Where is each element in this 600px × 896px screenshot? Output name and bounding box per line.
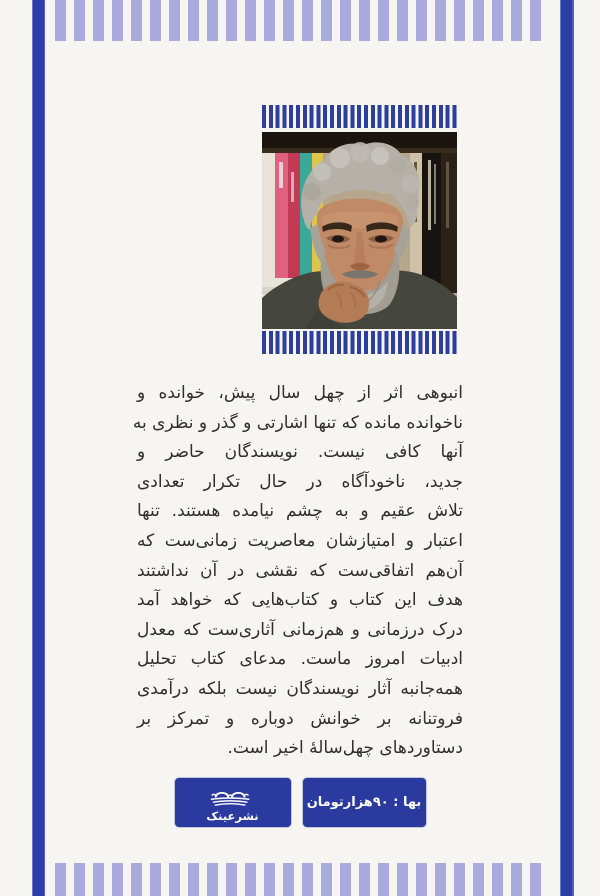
film-strip-bottom — [262, 331, 457, 354]
author-portrait-photo — [262, 132, 457, 329]
text-line: دستاوردهای چهل‌سالهٔ اخیر است. — [227, 738, 463, 759]
publisher-badge — [175, 778, 291, 827]
price-label: بها : ۹۰هزارتومان — [306, 795, 422, 810]
text-line: اعتبار و امتیازشان معاصریت زمانی‌ست که — [137, 530, 463, 551]
eyeglasses-book-logo-icon — [206, 785, 260, 810]
footer-badges — [0, 778, 600, 827]
text-line: همه‌جانبه آثار نویسندگان نیست بلکه درآمدی — [137, 678, 463, 699]
author-photo-block — [262, 105, 457, 354]
text-line: تلاش عقیم و به چشم نیامده هستند. تنها — [137, 501, 463, 522]
text-line: ناخوانده مانده که تنها اشارتی و گذر و نظری به — [132, 412, 463, 433]
text-line: ادبیات امروز ماست. مدعای کتاب تحلیل — [137, 649, 463, 670]
text-line: جدید، ناخودآگاه در حال تکرار تعدادی — [137, 471, 463, 492]
text-line: هدف این کتاب و کتاب‌هایی که خواهد آمد — [137, 590, 463, 611]
publisher-name: نشرعینک — [206, 809, 259, 824]
price-badge — [303, 778, 426, 827]
left-border-bar — [32, 0, 45, 896]
right-border-bar — [560, 0, 574, 896]
text-line: درک درزمانی و هم‌زمانی آثاری‌ست که معدل — [137, 619, 463, 640]
bottom-stripe-band — [55, 863, 545, 896]
text-line: فروتنانه بر خوانش دوباره و تمرکز بر — [137, 708, 463, 729]
film-strip-top — [262, 105, 457, 128]
text-line: آنها کافی نیست. نویسندگان حاضر و — [137, 442, 463, 463]
top-stripe-band — [55, 0, 545, 41]
text-line: آن‌هم اتفاقی‌ست که نقشی در آن نداشتند — [137, 560, 463, 581]
text-line: انبوهی اثر از چهل سال پیش، خوانده و — [137, 383, 463, 403]
book-description-text — [132, 379, 463, 764]
